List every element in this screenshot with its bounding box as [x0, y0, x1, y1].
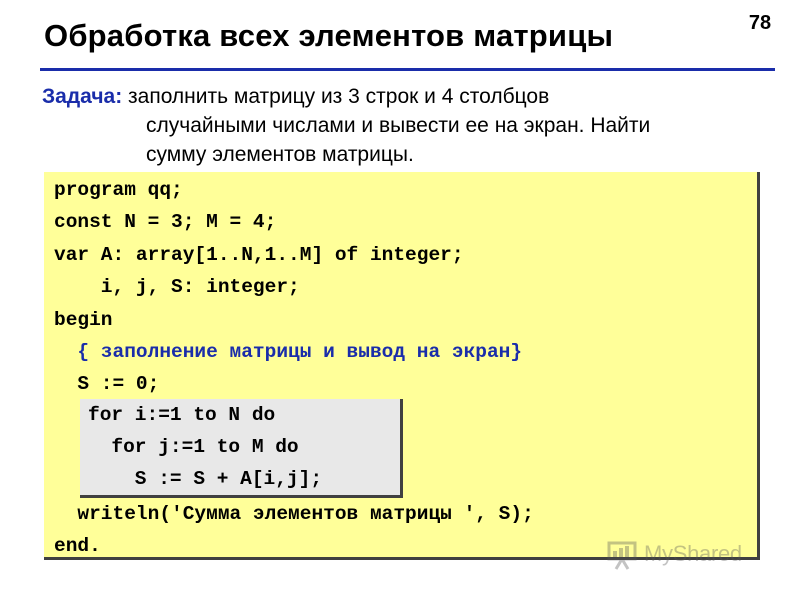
code-line: end.: [54, 535, 101, 558]
task-text: заполнить матрицу из 3 строк и 4 столбцов: [128, 85, 550, 108]
task-label: Задача:: [42, 85, 123, 108]
code-line: i, j, S: integer;: [54, 276, 300, 299]
task-line-3: сумму элементов матрицы.: [146, 143, 414, 166]
code-listing: [54, 174, 534, 563]
loop-code-line: for j:=1 to M do: [88, 436, 299, 458]
watermark: [606, 536, 742, 572]
task-line-2: случайными числами и вывести ее на экран. Найти: [146, 114, 651, 137]
code-line: var A: array[1..N,1..M] of integer;: [54, 243, 464, 266]
page-number: 78: [748, 12, 772, 34]
slide-title: Обработка всех элементов матрицы: [44, 18, 614, 53]
code-comment: { заполнение матрицы и вывод на экран}: [54, 340, 523, 363]
watermark-text: MyShared: [644, 541, 742, 566]
code-line: begin: [54, 308, 113, 331]
task-line-1: [42, 82, 762, 111]
presentation-board-icon: [606, 537, 640, 571]
code-line: writeln('Сумма элементов матрицы ', S);: [54, 502, 534, 525]
title-underline: [40, 68, 775, 71]
loop-code-line: for i:=1 to N do: [88, 404, 276, 426]
task-description: [42, 82, 762, 169]
loop-code-line: S := S + A[i,j];: [88, 468, 323, 490]
loop-code-listing: [88, 399, 322, 495]
code-line: const N = 3; M = 4;: [54, 211, 277, 234]
code-line: S := 0;: [54, 373, 160, 396]
code-line: program qq;: [54, 179, 183, 201]
